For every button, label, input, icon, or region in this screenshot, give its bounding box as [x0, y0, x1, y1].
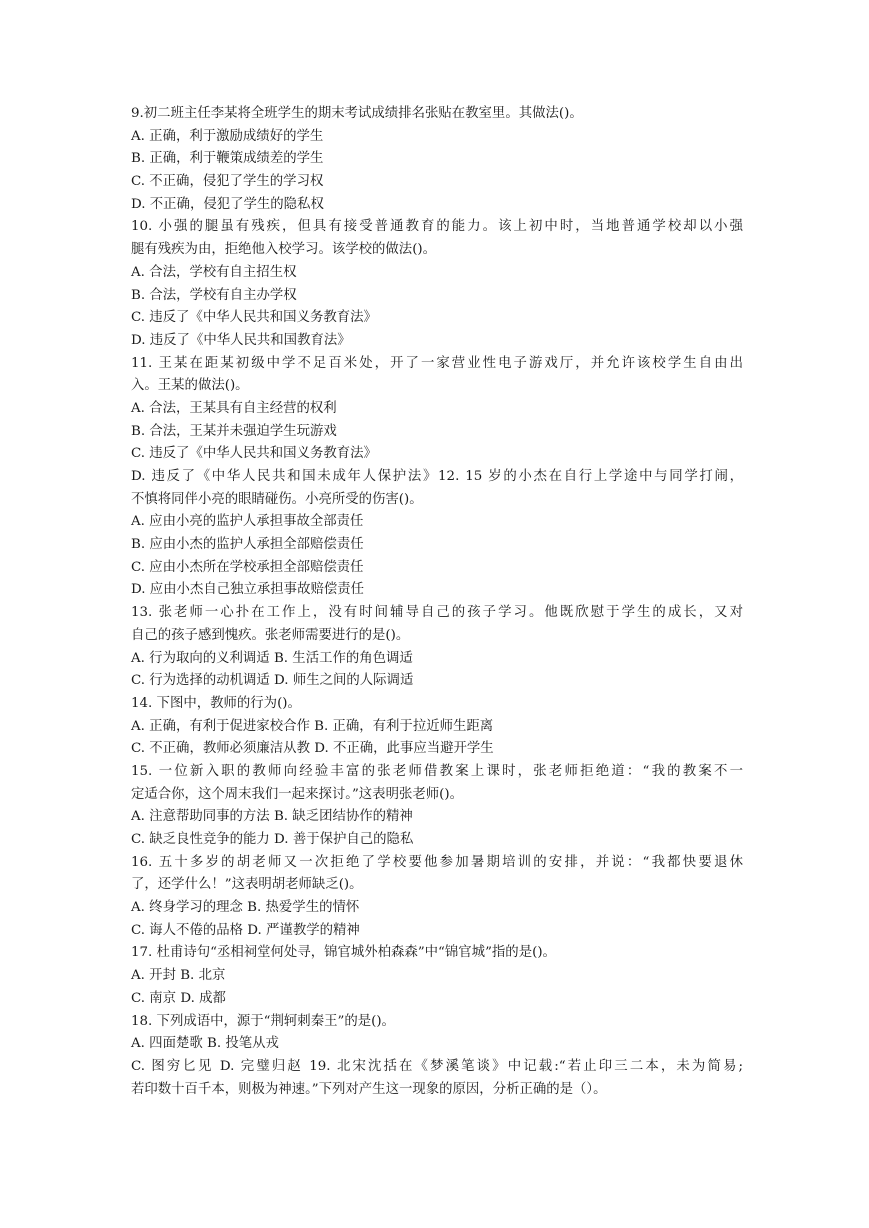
text-line: C. 图穷匕见 D. 完璧归赵 19. 北宋沈括在《梦溪笔谈》中记载:“若止印三二本，未为简易;	[131, 1058, 743, 1074]
text-line: C. 应由小杰所在学校承担全部赔偿责任	[131, 559, 364, 575]
text-line: D. 不正确，侵犯了学生的隐私权	[131, 196, 324, 212]
text-line: A. 终身学习的理念 B. 热爱学生的情怀	[131, 900, 360, 916]
text-line: C. 违反了《中华人民共和国义务教育法》	[131, 446, 377, 462]
text-line: 9.初二班主任李某将全班学生的期末考试成绩排名张贴在教室里。其做法()。	[131, 106, 583, 121]
text-line: 13. 张老师一心扑在工作上，没有时间辅导自己的孩子学习。他既欣慰于学生的成长，又对	[131, 605, 743, 621]
text-line: A. 行为取向的义利调适 B. 生活工作的角色调适	[131, 650, 413, 666]
text-line: 15. 一位新入职的教师向经验丰富的张老师借教案上课时，张老师拒绝道：“我的教案不一	[131, 763, 743, 779]
text-line: C. 缺乏良性竞争的能力 D. 善于保护自己的隐私	[131, 832, 414, 847]
text-line: A. 正确，利于激励成绩好的学生	[131, 128, 324, 144]
text-line: A. 注意帮助同事的方法 B. 缺乏团结协作的精神	[131, 809, 413, 825]
text-line: 17. 杜甫诗句“丞相祠堂何处寻，锦官城外柏森森”中“锦官城”指的是()。	[131, 945, 556, 961]
text-line: A. 应由小亮的监护人承担事故全部责任	[131, 514, 364, 530]
text-line: 不慎将同伴小亮的眼睛碰伤。小亮所受的伤害()。	[131, 491, 423, 507]
text-line: B. 正确，利于鞭策成绩差的学生	[131, 151, 324, 167]
text-line: 入。王某的做法()。	[131, 378, 249, 394]
text-line: C. 不正确，侵犯了学生的学习权	[131, 174, 324, 190]
text-line: 11. 王某在距某初级中学不足百米处，开了一家营业性电子游戏厅，并允许该校学生自由出	[131, 355, 743, 371]
text-line: D. 违反了《中华人民共和国教育法》	[131, 332, 351, 348]
text-line: A. 正确，有利于促进家校合作 B. 正确，有利于拉近师生距离	[131, 718, 494, 734]
text-line: C. 不正确，教师必须廉洁从教 D. 不正确，此事应当避开学生	[131, 741, 494, 757]
text-line: 若印数十百千本，则极为神速。”下列对产生这一现象的原因，分析正确的是（）。	[131, 1081, 607, 1097]
text-line: 14. 下图中，教师的行为()。	[131, 695, 301, 711]
text-line: B. 合法，学校有自主办学权	[131, 287, 297, 303]
text-line: C. 违反了《中华人民共和国义务教育法》	[131, 310, 377, 326]
text-line: A. 开封 B. 北京	[131, 968, 226, 984]
text-line: 了，还学什么！”这表明胡老师缺乏()。	[131, 877, 363, 893]
document-page	[131, 103, 743, 1101]
text-line: 10. 小强的腿虽有残疾，但具有接受普通教育的能力。该上初中时，当地普通学校却以小强	[131, 219, 743, 235]
text-line: C. 南京 D. 成都	[131, 990, 226, 1006]
text-line: 16. 五十多岁的胡老师又一次拒绝了学校要他参加暑期培训的安排，并说：“我都快要退休	[131, 854, 743, 870]
text-line: 自己的孩子感到愧疚。张老师需要进行的是()。	[131, 627, 410, 643]
text-line: A. 合法，王某具有自主经营的权利	[131, 400, 337, 416]
text-line: C. 诲人不倦的品格 D. 严谨教学的精神	[131, 922, 360, 938]
text-line: 腿有残疾为由，拒绝他入校学习。该学校的做法()。	[131, 242, 437, 258]
text-line: B. 应由小杰的监护人承担全部赔偿责任	[131, 537, 364, 553]
text-line: A. 合法，学校有自主招生权	[131, 264, 297, 280]
text-line: 18. 下列成语中，源于“荆轲刺秦王”的是()。	[131, 1013, 395, 1029]
text-line: C. 行为选择的动机调适 D. 师生之间的人际调适	[131, 673, 414, 689]
text-line: D. 应由小杰自己独立承担事故赔偿责任	[131, 582, 365, 598]
text-line: D. 违反了《中华人民共和国未成年人保护法》12. 15 岁的小杰在自行上学途中与同学打闹，	[131, 469, 743, 484]
text-line: B. 合法，王某并未强迫学生玩游戏	[131, 423, 337, 439]
text-line: 定适合你，这个周末我们一起来探讨。”这表明张老师()。	[131, 786, 463, 802]
text-line: A. 四面楚歌 B. 投笔从戎	[131, 1036, 279, 1052]
